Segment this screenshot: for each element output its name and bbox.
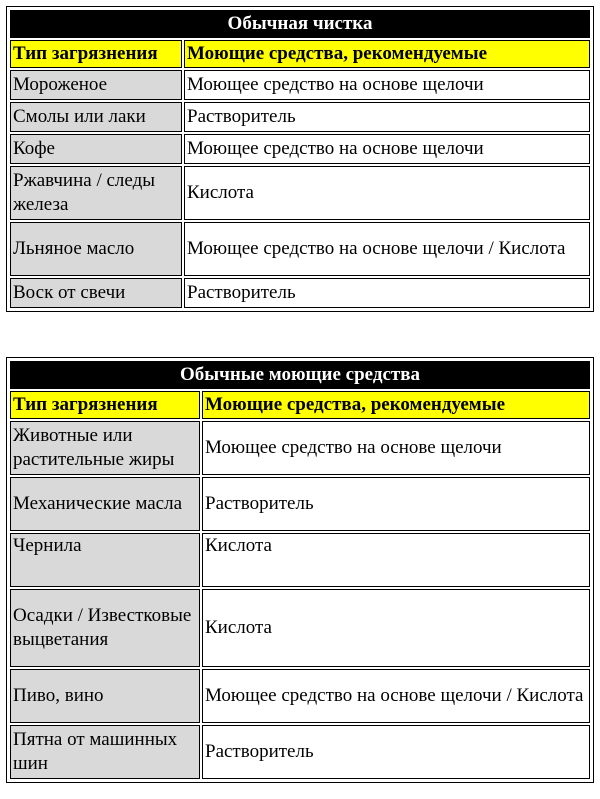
table-title: Обычные моющие средства bbox=[10, 361, 590, 389]
table-row bbox=[10, 477, 590, 531]
column-header-recommended-agent: Моющие средства, рекомендуемые bbox=[202, 391, 590, 419]
column-header-stain-type: Тип загрязнения bbox=[10, 40, 182, 68]
stain-cell: Осадки / Известковые выцветания bbox=[10, 589, 200, 667]
stain-cell: Воск от свечи bbox=[10, 278, 182, 308]
agent-cell: Моющее средство на основе щелочи / Кислота bbox=[184, 222, 590, 276]
stain-cell: Механические масла bbox=[10, 477, 200, 531]
table bbox=[8, 8, 592, 310]
table-row bbox=[10, 134, 590, 164]
agent-cell: Растворитель bbox=[184, 102, 590, 132]
agent-cell: Моющее средство на основе щелочи / Кислота bbox=[202, 669, 590, 723]
table-row bbox=[10, 669, 590, 723]
agent-cell: Моющее средство на основе щелочи bbox=[184, 134, 590, 164]
table-row bbox=[10, 533, 590, 587]
stain-cell: Мороженое bbox=[10, 70, 182, 100]
table-row bbox=[10, 278, 590, 308]
cleaning-table-regular bbox=[6, 6, 594, 312]
stain-cell: Льняное масло bbox=[10, 222, 182, 276]
cleaning-table-common-agents bbox=[6, 357, 594, 783]
table-row bbox=[10, 421, 590, 475]
stain-cell: Пиво, вино bbox=[10, 669, 200, 723]
table-title: Обычная чистка bbox=[10, 10, 590, 38]
agent-cell: Кислота bbox=[202, 533, 590, 587]
table-row bbox=[10, 725, 590, 779]
table-row bbox=[10, 166, 590, 220]
agent-cell: Моющее средство на основе щелочи bbox=[202, 421, 590, 475]
agent-cell: Кислота bbox=[184, 166, 590, 220]
agent-cell: Кислота bbox=[202, 589, 590, 667]
table-row bbox=[10, 222, 590, 276]
table-row bbox=[10, 102, 590, 132]
table-row bbox=[10, 589, 590, 667]
stain-cell: Ржавчина / следы железа bbox=[10, 166, 182, 220]
agent-cell: Моющее средство на основе щелочи bbox=[184, 70, 590, 100]
agent-cell: Растворитель bbox=[184, 278, 590, 308]
agent-cell: Растворитель bbox=[202, 477, 590, 531]
stain-cell: Смолы или лаки bbox=[10, 102, 182, 132]
table bbox=[8, 359, 592, 781]
agent-cell: Растворитель bbox=[202, 725, 590, 779]
stain-cell: Пятна от машинных шин bbox=[10, 725, 200, 779]
table-row bbox=[10, 70, 590, 100]
column-header-stain-type: Тип загрязнения bbox=[10, 391, 200, 419]
column-header-recommended-agent: Моющие средства, рекомендуемые bbox=[184, 40, 590, 68]
stain-cell: Чернила bbox=[10, 533, 200, 587]
stain-cell: Кофе bbox=[10, 134, 182, 164]
stain-cell: Животные или растительные жиры bbox=[10, 421, 200, 475]
